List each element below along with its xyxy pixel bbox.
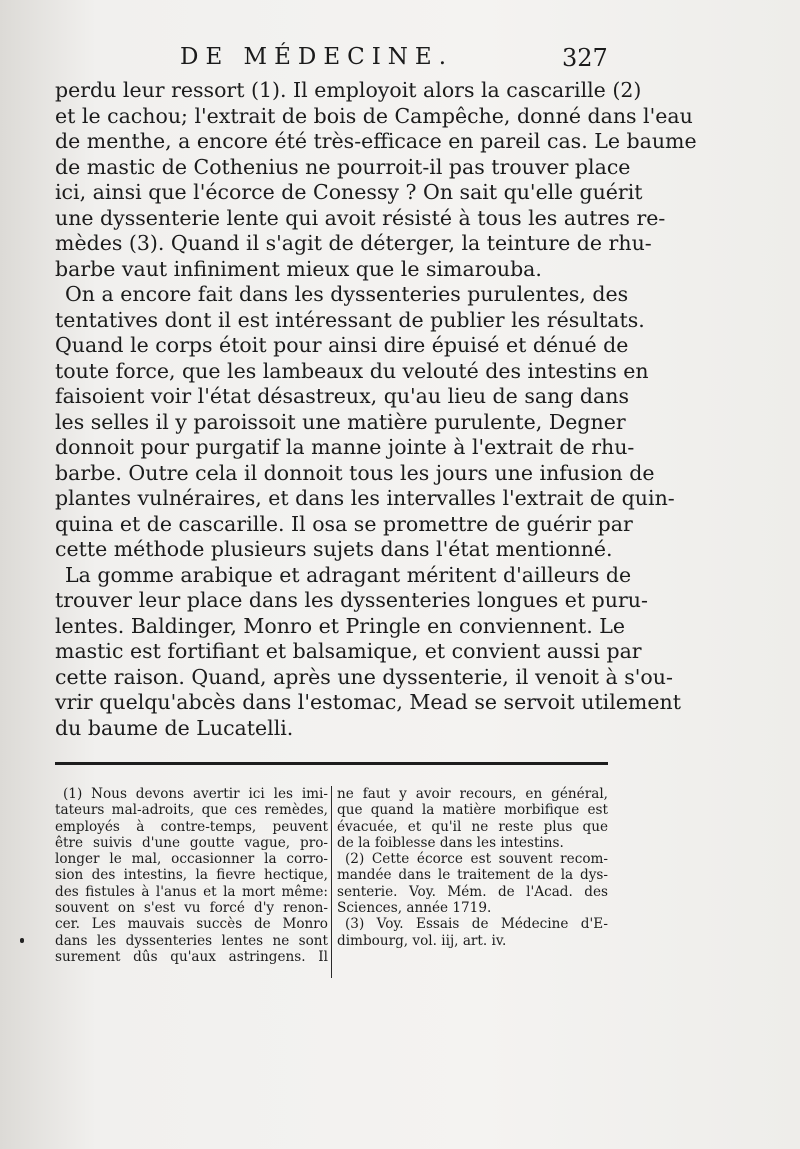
page-header (0, 44, 800, 78)
text-line: perdu leur ressort (1). Il employoit alors la cascarille (2) (55, 78, 642, 102)
footnote-line: (1) Nous devons avertir ici les imi- (63, 786, 328, 802)
paragraph-end-line: du baume de Lucatelli. (55, 715, 294, 740)
footnote-line: surement dûs qu'aux astringens. Il (55, 948, 328, 965)
footnote-line: mandée dans le traitement de la dys- (337, 867, 608, 884)
footnote-line: être suivis d'une goutte vague, pro- (55, 834, 328, 851)
footnote-line: cer. Les mauvais succès de Monro (55, 916, 328, 933)
footnote-separator-rule (55, 762, 608, 765)
footnote-line: sion des intestins, la fievre hectique, (55, 867, 328, 884)
footnote-line: employés à contre-temps, peuvent (55, 818, 328, 835)
text-line: cette raison. Quand, après une dyssenterie, il venoit à s'ou- (55, 664, 673, 689)
footnote-line: tateurs mal-adroits, que ces remèdes, (55, 802, 328, 819)
paragraph-start-line: On a encore fait dans les dyssenteries purulentes, des (65, 282, 629, 306)
footnotes-left-column (55, 786, 328, 965)
text-line: quina et de cascarille. Il osa se promettre de guérir par (55, 511, 633, 536)
footnote-line: que quand la matière morbifique est (337, 802, 608, 819)
text-line: lentes. Baldinger, Monro et Pringle en conviennent. Le (55, 613, 626, 638)
footnote-line: longer le mal, occasionner la corro- (55, 851, 328, 868)
footnotes-right-column (337, 786, 608, 949)
footnote-line: senterie. Voy. Mém. de l'Acad. des (337, 883, 608, 900)
paragraph-start-line: La gomme arabique et adragant méritent d'ailleurs de (65, 562, 632, 587)
text-line: barbe. Outre cela il donnoit tous les jours une infusion de (55, 460, 655, 485)
margin-mark (20, 938, 24, 943)
footnote-line: dimbourg, vol. iij, art. iv. (337, 932, 507, 949)
text-line: mèdes (3). Quand il s'agit de déterger, la teinture de rhu- (55, 231, 652, 255)
text-line: vrir quelqu'abcès dans l'estomac, Mead se servoit utilement (55, 690, 681, 714)
footnote-line: dans les dyssenteries lentes ne sont (55, 932, 328, 949)
footnote-line: (3) Voy. Essais de Médecine d'E- (345, 916, 608, 933)
footnote-line: évacuée, et qu'il ne reste plus que (337, 818, 608, 835)
text-line: toute force, que les lambeaux du velouté des intestins en (55, 358, 649, 383)
text-line: ici, ainsi que l'écorce de Conessy ? On sait qu'elle guérit (55, 180, 643, 204)
text-line: plantes vulnéraires, et dans les intervalles l'extrait de quin- (55, 486, 675, 510)
column-divider (331, 786, 332, 978)
text-line: une dyssenterie lente qui avoit résisté à tous les autres re- (55, 205, 666, 230)
footnote-line: Sciences, année 1719. (337, 900, 492, 917)
footnote-line: des fistules à l'anus et la mort même: (55, 883, 328, 900)
page-number: 327 (562, 44, 608, 72)
footnote-line: (2) Cette écorce est souvent recom- (345, 851, 608, 868)
paragraph-end-line: barbe vaut infiniment mieux que le simarouba. (55, 256, 542, 281)
text-line: Quand le corps étoit pour ainsi dire épuisé et dénué de (55, 333, 629, 357)
text-line: mastic est fortifiant et balsamique, et convient aussi par (55, 639, 642, 663)
text-line: de menthe, a encore été très-efficace en pareil cas. Le baume (55, 129, 697, 153)
text-line: faisoient voir l'état désastreux, qu'au lieu de sang dans (55, 384, 629, 408)
footnote-line: de la foiblesse dans les intestins. (337, 834, 564, 851)
text-line: de mastic de Cothenius ne pourroit-il pas trouver place (55, 154, 631, 179)
footnote-line: souvent on s'est vu forcé d'y renon- (55, 900, 328, 917)
running-title: DE MÉDECINE. (180, 44, 454, 70)
text-line: trouver leur place dans les dyssenteries longues et puru- (55, 588, 648, 612)
footnote-line: ne faut y avoir recours, en général, (337, 786, 608, 802)
text-line: tentatives dont il est intéressant de publier les résultats. (55, 307, 645, 332)
footnotes (55, 786, 608, 986)
text-line: donnoit pour purgatif la manne jointe à l'extrait de rhu- (55, 435, 635, 459)
main-text (55, 78, 697, 741)
paragraph-end-line: cette méthode plusieurs sujets dans l'état mentionné. (55, 537, 613, 561)
text-line: et le cachou; l'extrait de bois de Campêche, donné dans l'eau (55, 103, 693, 128)
text-line: les selles il y paroissoit une matière purulente, Degner (55, 409, 626, 434)
